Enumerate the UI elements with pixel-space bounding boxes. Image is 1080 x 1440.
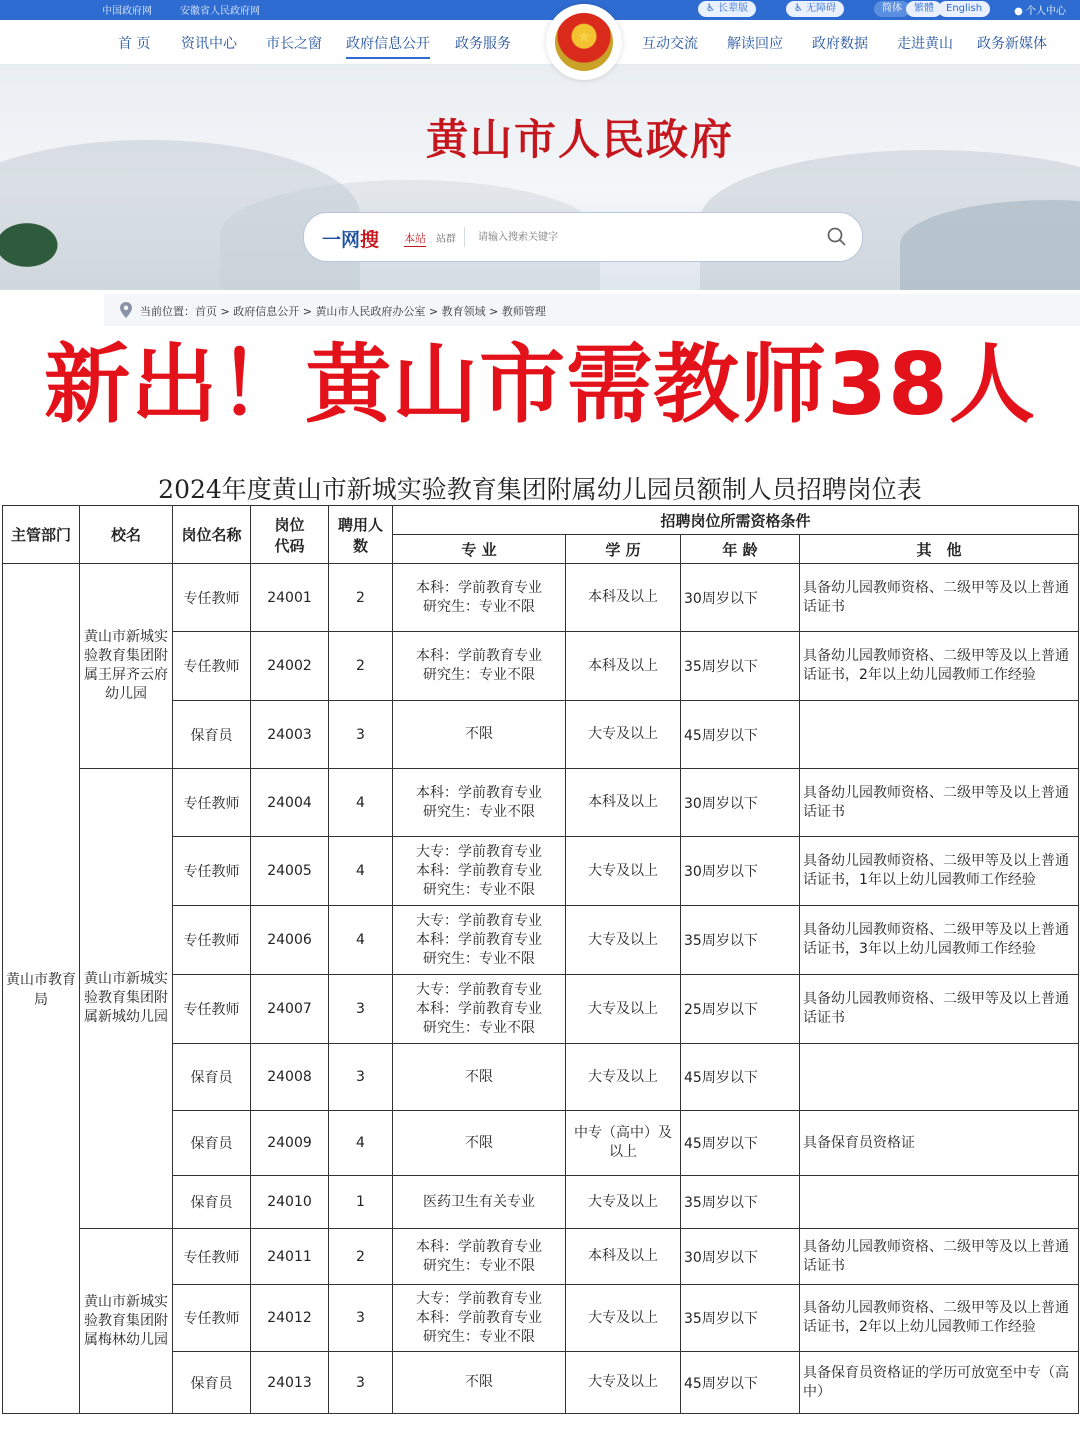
dept-cell: 黄山市教育局 [3, 564, 80, 1414]
other-cell: 具备幼儿园教师资格、二级甲等及以上普通话证书，2年以上幼儿园教师工作经验 [800, 632, 1079, 701]
personal-center-link[interactable] [1014, 2, 1066, 17]
search-scope-site[interactable]: 本站 [404, 232, 426, 245]
major-line: 研究生：专业不限 [423, 881, 535, 898]
nav-interaction[interactable]: 互动交流 [642, 36, 698, 52]
search-icon[interactable] [826, 226, 848, 248]
nav-home[interactable]: 首 页 [118, 36, 151, 52]
education-cell: 大专及以上 [566, 1044, 681, 1111]
education-cell: 大专及以上 [566, 906, 681, 975]
nav-services[interactable]: 政务服务 [455, 36, 511, 52]
major-cell [393, 701, 566, 769]
count-cell: 3 [329, 1285, 393, 1352]
other-cell [800, 701, 1079, 769]
school-cell: 黄山市新城实验教育集团附属梅林幼儿园 [80, 1229, 173, 1414]
major-line: 大专：学前教育专业 [416, 1290, 542, 1307]
position-cell: 保育员 [173, 701, 251, 769]
major-line: 本科：学前教育专业 [416, 1238, 542, 1255]
count-cell: 4 [329, 837, 393, 906]
age-cell: 35周岁以下 [681, 1285, 800, 1352]
major-cell [393, 1229, 566, 1285]
code-cell: 24009 [251, 1111, 329, 1176]
breadcrumb-label: 当前位置： [140, 305, 195, 318]
code-cell: 24010 [251, 1176, 329, 1229]
code-cell: 24012 [251, 1285, 329, 1352]
education-cell: 大专及以上 [566, 1352, 681, 1414]
count-cell: 4 [329, 1111, 393, 1176]
age-cell: 30周岁以下 [681, 837, 800, 906]
other-cell: 具备保育员资格证 [800, 1111, 1079, 1176]
nav-visit-huangshan[interactable]: 走进黄山 [897, 36, 953, 52]
major-line: 本科：学前教育专业 [416, 1000, 542, 1017]
school-cell: 黄山市新城实验教育集团附属王屏齐云府幼儿园 [80, 564, 173, 769]
search-divider [464, 227, 465, 247]
site-title: 黄山市人民政府 [425, 115, 734, 164]
elder-icon: ♿ [706, 3, 715, 14]
other-cell: 具备幼儿园教师资格、二级甲等及以上普通话证书 [800, 975, 1079, 1044]
other-cell: 具备幼儿园教师资格、二级甲等及以上普通话证书，2年以上幼儿园教师工作经验 [800, 1285, 1079, 1352]
position-cell: 保育员 [173, 1176, 251, 1229]
position-cell: 专任教师 [173, 975, 251, 1044]
search-scope-group[interactable]: 站群 [436, 234, 456, 245]
code-cell: 24002 [251, 632, 329, 701]
age-cell: 30周岁以下 [681, 1229, 800, 1285]
code-cell: 24003 [251, 701, 329, 769]
major-line: 不限 [465, 1068, 493, 1085]
count-cell: 4 [329, 906, 393, 975]
nav-interpretation[interactable]: 解读回应 [727, 36, 783, 52]
accessibility-icon: ♿ [794, 3, 803, 14]
position-cell: 专任教师 [173, 632, 251, 701]
education-cell: 大专及以上 [566, 1285, 681, 1352]
header-requirements: 招聘岗位所需资格条件 [393, 506, 1079, 535]
nav-news[interactable]: 资讯中心 [181, 36, 237, 52]
other-cell: 具备幼儿园教师资格、二级甲等及以上普通话证书 [800, 564, 1079, 632]
breadcrumb-teacher-mgmt[interactable]: 教师管理 [501, 305, 546, 318]
major-line: 大专：学前教育专业 [416, 843, 542, 860]
other-cell: 具备幼儿园教师资格、二级甲等及以上普通话证书，1年以上幼儿园教师工作经验 [800, 837, 1079, 906]
location-pin-icon [120, 302, 132, 318]
code-cell: 24005 [251, 837, 329, 906]
elder-mode-button[interactable] [698, 1, 756, 17]
main-nav [0, 20, 1080, 65]
nav-mayor[interactable]: 市长之窗 [266, 36, 322, 52]
user-icon: ● [1014, 6, 1023, 17]
link-gov-cn[interactable]: 中国政府网 [102, 6, 152, 17]
count-cell: 4 [329, 769, 393, 837]
accessibility-button[interactable] [786, 1, 844, 17]
breadcrumb-trail: 当前位置：首页 > 政府信息公开 > 黄山市人民政府办公室 > 教育领域 > 教师管理 [140, 305, 546, 318]
lang-simplified-button[interactable]: 简体 [874, 1, 910, 17]
position-cell: 保育员 [173, 1111, 251, 1176]
major-cell [393, 1111, 566, 1176]
major-line: 研究生：专业不限 [423, 1019, 535, 1036]
count-cell: 2 [329, 632, 393, 701]
site-banner [0, 65, 1080, 290]
position-cell: 专任教师 [173, 837, 251, 906]
header-other: 其 他 [800, 535, 1079, 564]
national-emblem-icon: ★ [546, 4, 622, 80]
header-major: 专 业 [393, 535, 566, 564]
major-line: 医药卫生有关专业 [423, 1193, 535, 1210]
count-cell: 3 [329, 975, 393, 1044]
major-cell [393, 1044, 566, 1111]
breadcrumb-gov-info[interactable]: 政府信息公开 [233, 305, 300, 318]
position-cell: 专任教师 [173, 769, 251, 837]
age-cell: 35周岁以下 [681, 1176, 800, 1229]
search-brand: 一网搜 [322, 229, 380, 251]
position-cell: 专任教师 [173, 1285, 251, 1352]
code-cell: 24006 [251, 906, 329, 975]
age-cell: 30周岁以下 [681, 769, 800, 837]
code-cell: 24011 [251, 1229, 329, 1285]
major-line: 不限 [465, 1374, 493, 1390]
count-cell: 3 [329, 1044, 393, 1111]
headline: 新出！黄山市需教师38人 [44, 335, 1036, 435]
header-position: 岗位名称 [173, 506, 251, 564]
other-cell: 具备保育员资格证的学历可放宽至中专（高中） [800, 1352, 1079, 1414]
recruitment-table [2, 505, 1078, 1414]
other-cell: 具备幼儿园教师资格、二级甲等及以上普通话证书，3年以上幼儿园教师工作经验 [800, 906, 1079, 975]
major-line: 本科：学前教育专业 [416, 579, 542, 596]
major-line: 本科：学前教育专业 [416, 862, 542, 879]
major-line: 本科：学前教育专业 [416, 931, 542, 948]
position-cell: 专任教师 [173, 1229, 251, 1285]
age-cell: 45周岁以下 [681, 1044, 800, 1111]
major-cell [393, 975, 566, 1044]
table-row [3, 564, 1079, 632]
header-code: 岗位 代码 [251, 506, 329, 564]
breadcrumb-education[interactable]: 教育领域 [441, 305, 486, 318]
header-age: 年 龄 [681, 535, 800, 564]
count-cell: 2 [329, 1229, 393, 1285]
major-line: 本科：学前教育专业 [416, 1309, 542, 1326]
education-cell: 大专及以上 [566, 701, 681, 769]
major-cell [393, 769, 566, 837]
table-row [3, 1229, 1079, 1285]
code-cell: 24013 [251, 1352, 329, 1414]
count-cell: 2 [329, 564, 393, 632]
major-line: 研究生：专业不限 [423, 598, 535, 615]
major-line: 研究生：专业不限 [423, 803, 535, 820]
count-cell: 3 [329, 1352, 393, 1414]
major-cell [393, 1352, 566, 1414]
header-education: 学 历 [566, 535, 681, 564]
age-cell: 30周岁以下 [681, 564, 800, 632]
nav-gov-info[interactable]: 政府信息公开 [346, 33, 430, 53]
education-cell: 中专（高中）及以上 [566, 1111, 681, 1176]
code-cell: 24004 [251, 769, 329, 837]
header-school: 校名 [80, 506, 173, 564]
count-cell: 1 [329, 1176, 393, 1229]
major-line: 不限 [465, 726, 493, 742]
age-cell: 45周岁以下 [681, 701, 800, 769]
school-cell: 黄山市新城实验教育集团附属新城幼儿园 [80, 769, 173, 1229]
major-line: 大专：学前教育专业 [416, 981, 542, 998]
table-row [3, 769, 1079, 837]
breadcrumb-home[interactable]: 首页 [195, 305, 217, 318]
age-cell: 25周岁以下 [681, 975, 800, 1044]
age-cell: 45周岁以下 [681, 1111, 800, 1176]
lang-traditional-button[interactable]: 繁體 [906, 1, 942, 17]
table-title: 2024年度黄山市新城实验教育集团附属幼儿园员额制人员招聘岗位表 [158, 475, 922, 504]
major-line: 本科：学前教育专业 [416, 648, 542, 664]
education-cell: 大专及以上 [566, 975, 681, 1044]
other-cell [800, 1044, 1079, 1111]
link-anhui-gov[interactable]: 安徽省人民政府网 [180, 6, 260, 17]
major-cell [393, 906, 566, 975]
table-body [3, 564, 1079, 1414]
major-line: 研究生：专业不限 [423, 667, 535, 683]
personal-center-label: 个人中心 [1026, 6, 1066, 17]
code-cell: 24001 [251, 564, 329, 632]
major-line: 研究生：专业不限 [423, 950, 535, 967]
age-cell: 35周岁以下 [681, 906, 800, 975]
breadcrumb [104, 294, 1080, 326]
major-line: 研究生：专业不限 [423, 1257, 535, 1274]
count-cell: 3 [329, 701, 393, 769]
pine-tree-decoration [0, 215, 90, 290]
major-line: 本科：学前教育专业 [416, 784, 542, 801]
accessibility-label: 无障碍 [805, 3, 836, 14]
top-utility-bar [0, 0, 1080, 20]
nav-new-media[interactable]: 政务新媒体 [977, 36, 1047, 52]
other-cell: 具备幼儿园教师资格、二级甲等及以上普通话证书 [800, 1229, 1079, 1285]
other-cell: 具备幼儿园教师资格、二级甲等及以上普通话证书 [800, 769, 1079, 837]
position-cell: 保育员 [173, 1352, 251, 1414]
age-cell: 45周岁以下 [681, 1352, 800, 1414]
position-cell: 专任教师 [173, 564, 251, 632]
education-cell: 本科及以上 [566, 632, 681, 701]
major-line: 研究生：专业不限 [423, 1328, 535, 1345]
site-search-box [303, 212, 863, 262]
education-cell: 本科及以上 [566, 1229, 681, 1285]
major-line: 大专：学前教育专业 [416, 912, 542, 929]
major-cell [393, 837, 566, 906]
other-cell [800, 1176, 1079, 1229]
position-cell: 专任教师 [173, 906, 251, 975]
education-cell: 大专及以上 [566, 837, 681, 906]
age-cell: 35周岁以下 [681, 632, 800, 701]
header-count: 聘用人 数 [329, 506, 393, 564]
major-line: 不限 [465, 1134, 493, 1151]
nav-gov-data[interactable]: 政府数据 [812, 36, 868, 52]
education-cell: 本科及以上 [566, 564, 681, 632]
lang-english-button[interactable]: English [938, 1, 990, 17]
elder-mode-label: 长辈版 [717, 3, 748, 14]
breadcrumb-office[interactable]: 黄山市人民政府办公室 [315, 305, 426, 318]
search-input[interactable] [476, 226, 800, 248]
code-cell: 24008 [251, 1044, 329, 1111]
education-cell: 本科及以上 [566, 769, 681, 837]
major-cell [393, 632, 566, 701]
education-cell: 大专及以上 [566, 1176, 681, 1229]
header-dept: 主管部门 [3, 506, 80, 564]
major-cell [393, 564, 566, 632]
position-cell: 保育员 [173, 1044, 251, 1111]
major-cell [393, 1176, 566, 1229]
code-cell: 24007 [251, 975, 329, 1044]
major-cell [393, 1285, 566, 1352]
